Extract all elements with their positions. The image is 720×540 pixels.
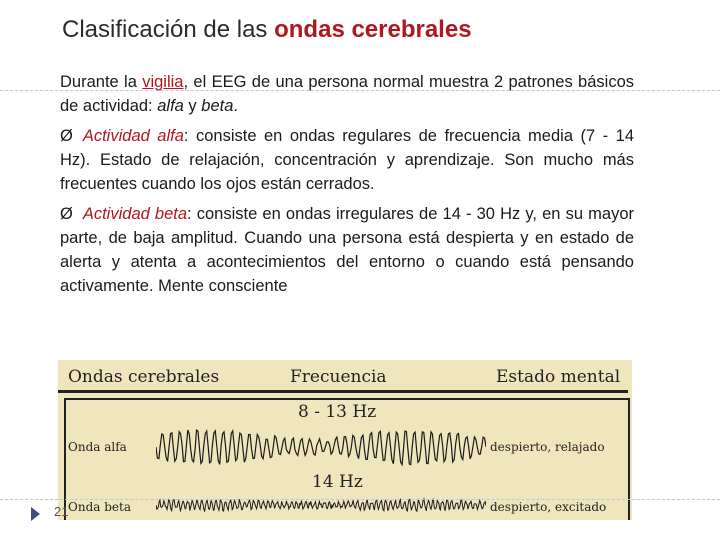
- page-number: 21: [54, 504, 69, 519]
- bottom-divider: [0, 499, 720, 500]
- arrow-bullet-icon: Ø: [60, 205, 73, 223]
- alpha-state: despierto, relajado: [490, 440, 605, 454]
- slide-body: [60, 70, 634, 302]
- beta-description: : consiste en ondas irregulares de 14 - 30 Hz y, en su mayor parte, de baja amplitud. Cuando una persona está despierta y en estado de alerta y atenta a acontecimientos del entorno o cuando está pensando activamente. Mente consciente: [60, 205, 635, 295]
- intro-text-3: y: [183, 97, 202, 115]
- beta-wave-label: Onda beta: [68, 500, 131, 514]
- beta-state: despierto, excitado: [490, 500, 607, 514]
- title-highlight: ondas cerebrales: [274, 16, 472, 43]
- intro-text-2: , el EEG de una persona normal muestra 2 patrones básicos de actividad:: [60, 73, 634, 115]
- slide-marker-icon: [31, 507, 40, 521]
- alpha-wave-label: Onda alfa: [68, 440, 127, 454]
- term-alfa: alfa: [157, 97, 184, 115]
- figure-panel: [64, 398, 630, 520]
- intro-text-4: .: [233, 97, 238, 115]
- alpha-term: Actividad alfa: [82, 127, 184, 145]
- title-prefix: Clasificación de las: [62, 16, 275, 43]
- beta-term: Actividad beta: [82, 205, 188, 223]
- beta-frequency: 14 Hz: [312, 472, 363, 492]
- beta-wave-trace: [156, 490, 486, 520]
- alpha-wave-trace: [156, 420, 486, 474]
- eeg-waves-figure: [58, 360, 632, 520]
- term-vigilia: vigilia: [142, 73, 184, 91]
- header-frequency: Frecuencia: [290, 367, 387, 387]
- figure-header-row: [58, 362, 628, 393]
- arrow-bullet-icon: Ø: [60, 127, 73, 145]
- header-mental-state: Estado mental: [496, 367, 621, 387]
- alpha-bullet-point: [60, 124, 634, 196]
- slide-title: [62, 16, 472, 44]
- beta-bullet-point: [60, 202, 634, 298]
- term-beta: beta: [201, 97, 234, 115]
- alpha-frequency: 8 - 13 Hz: [298, 402, 377, 422]
- alpha-description: : consiste en ondas regulares de frecuencia media (7 - 14 Hz). Estado de relajación, concentración y aprendizaje. Son mucho más frecuentes cuando los ojos están cerrados.: [60, 127, 635, 193]
- intro-text-1: Durante la: [60, 73, 143, 91]
- intro-paragraph: [60, 70, 634, 118]
- header-waves: Ondas cerebrales: [68, 367, 220, 387]
